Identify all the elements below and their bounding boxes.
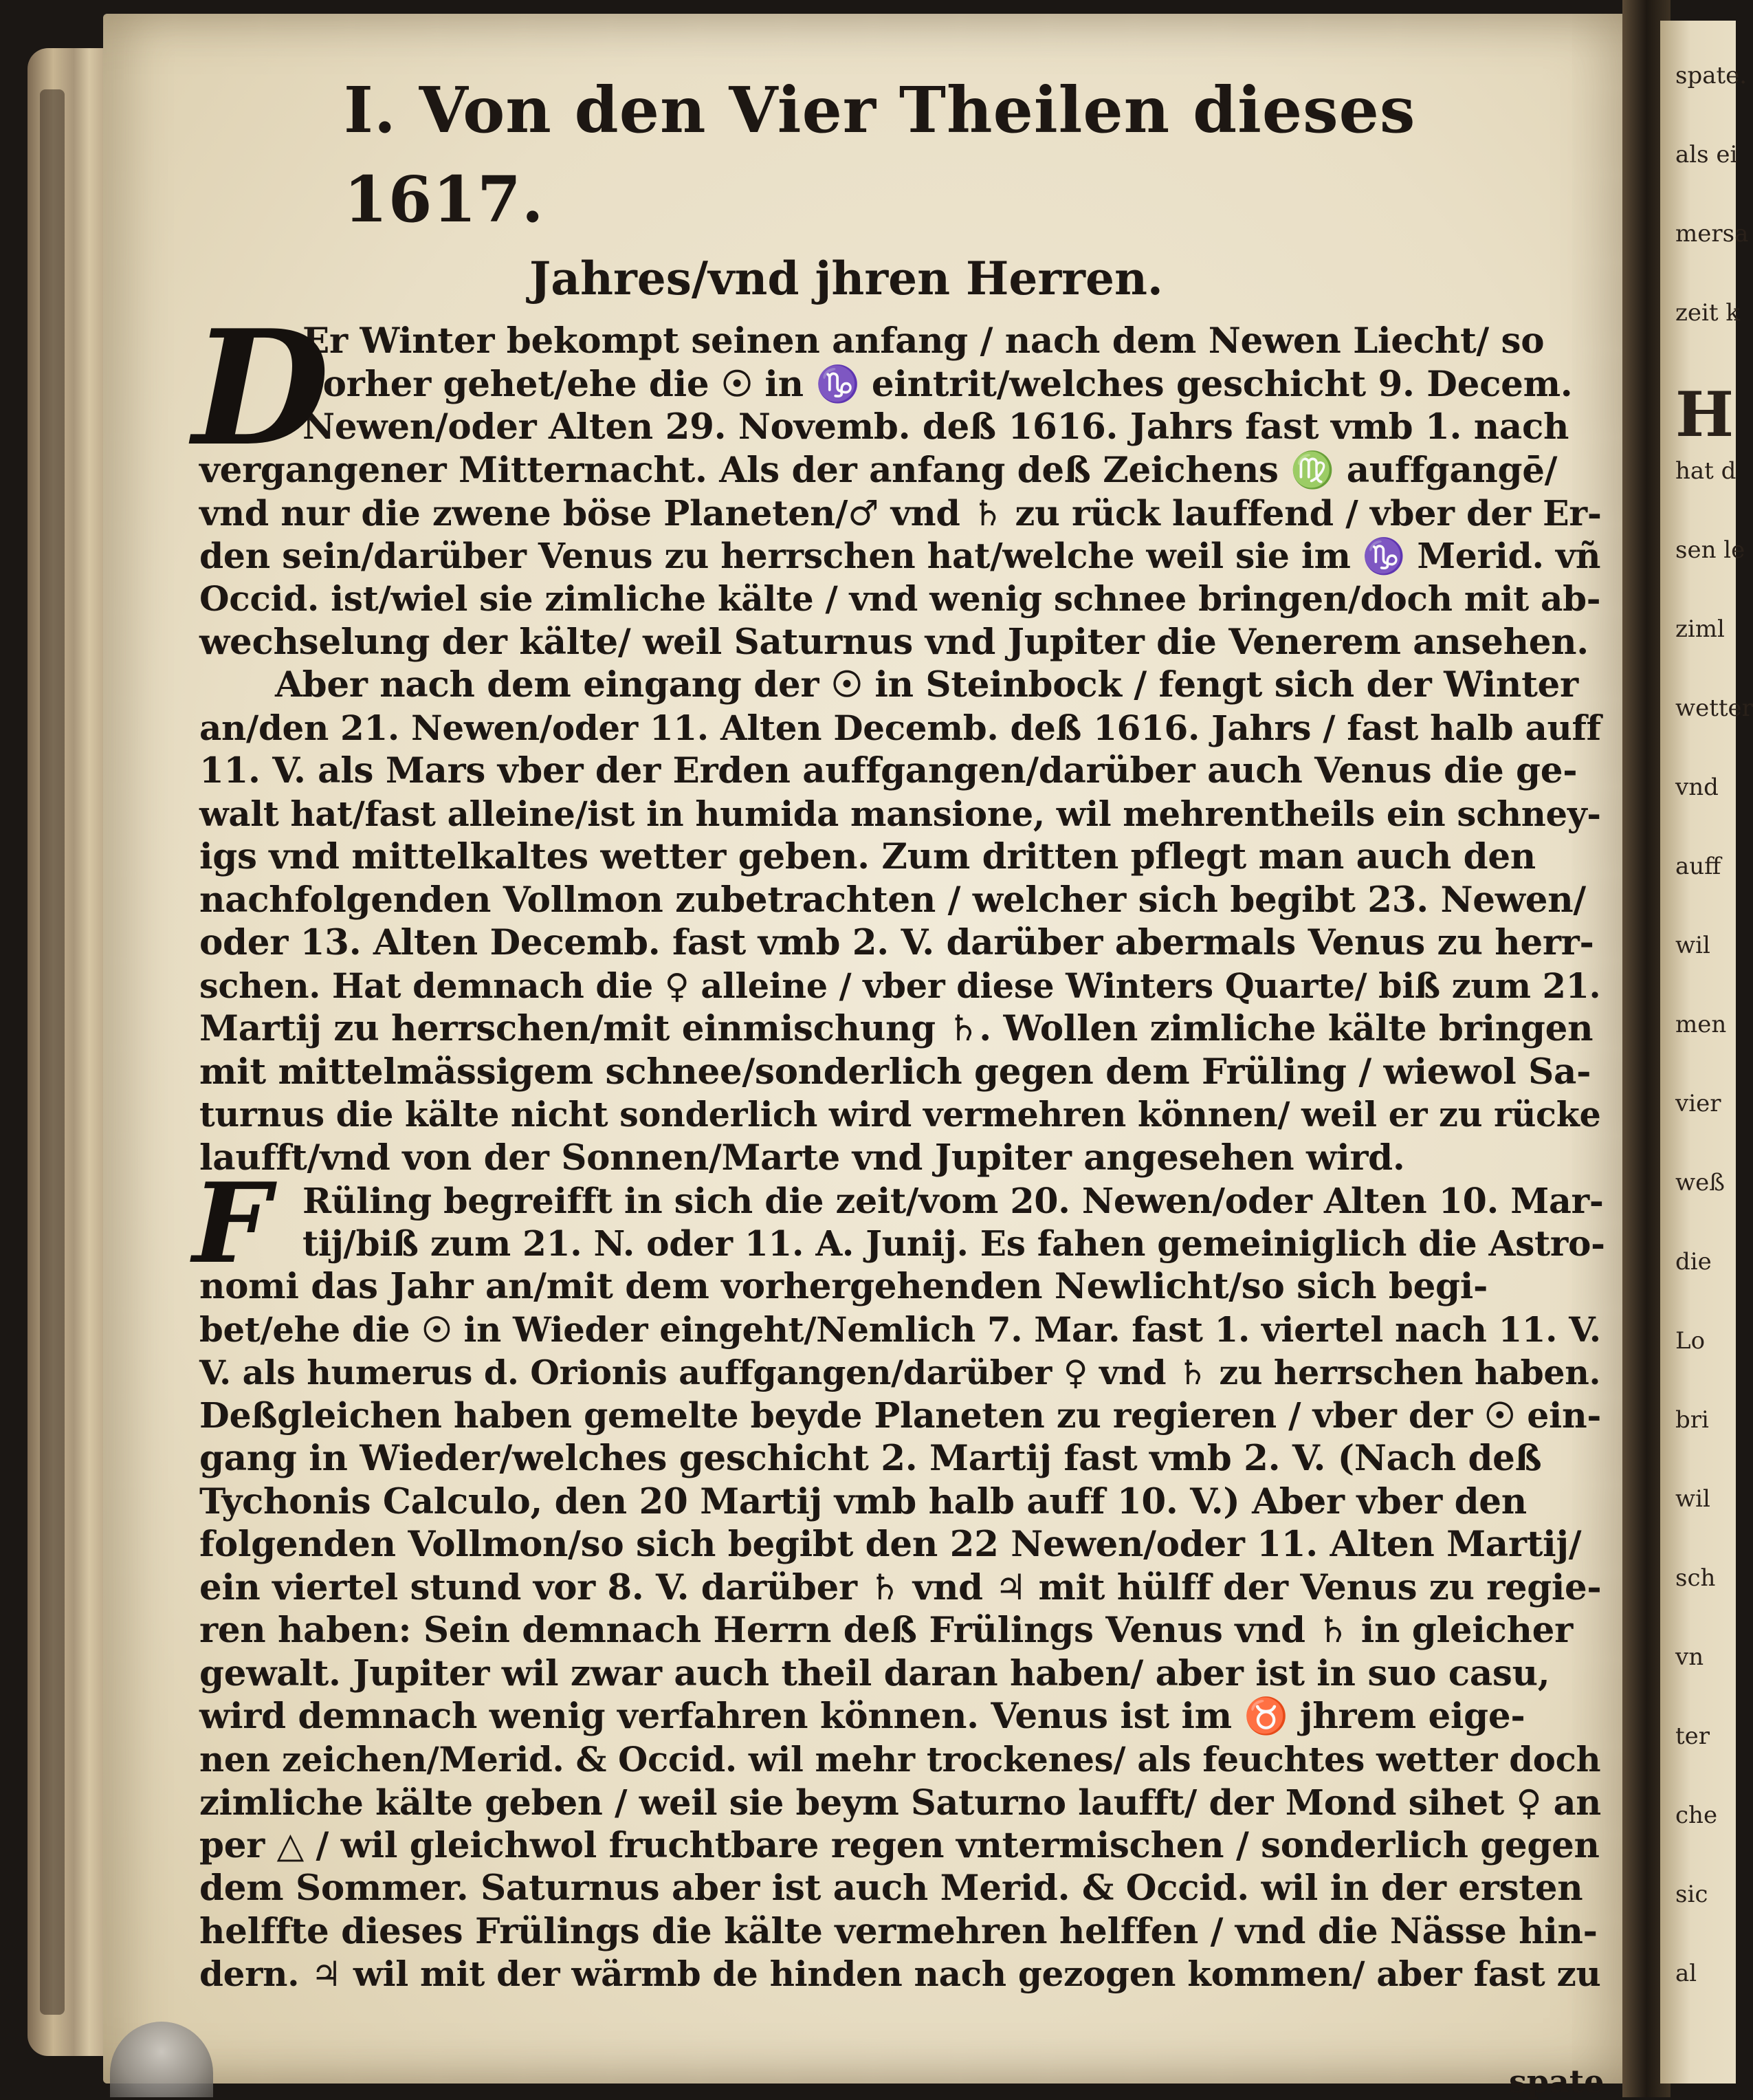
next-page-text: ziml <box>1675 615 1725 643</box>
next-page-text: weß <box>1675 1169 1725 1196</box>
text-line: Occid. ist/wiel sie zimliche kälte / vnd wenig schnee bringen/doch mit ab- <box>199 578 1601 619</box>
next-page-text: mersa <box>1675 220 1749 248</box>
next-page-text: al <box>1675 1960 1697 1987</box>
text-line: Newen/oder Alten 29. Novemb. deß 1616. Jahrs fast vmb 1. nach <box>302 406 1569 448</box>
next-page-text: spate. <box>1675 62 1748 89</box>
text-line: dem Sommer. Saturnus aber ist auch Merid. & Occid. wil in der ersten <box>199 1868 1583 1909</box>
drop-capital: D <box>192 296 330 481</box>
text-line: ren haben: Sein demnach Herrn deß Frülings Venus vnd ♄ in gleicher <box>199 1610 1573 1651</box>
text-line: gang in Wieder/welches geschicht 2. Martij fast vmb 2. V. (Nach deß <box>199 1438 1542 1479</box>
next-page-text: wil <box>1675 932 1710 959</box>
text-line: Deßgleichen haben gemelte beyde Planeten zu regieren / vber der ☉ ein- <box>199 1394 1601 1436</box>
text-line: ein viertel stund vor 8. V. darüber ♄ vnd ♃ mit hülff der Venus zu regie- <box>199 1566 1602 1608</box>
next-page-text: als ei <box>1675 141 1738 168</box>
text-line: zimliche kälte geben / weil sie beym Saturno laufft/ der Mond sihet ♀ an <box>199 1782 1601 1823</box>
text-line: Rüling begreifft in sich die zeit/vom 20. Newen/oder Alten 10. Mar- <box>302 1180 1604 1221</box>
text-line: 11. V. als Mars vber der Erden auffgangen/darüber auch Venus die ge- <box>199 750 1578 791</box>
text-line: wird demnach wenig verfahren können. Venus ist im ♉ jhrem eige- <box>199 1696 1525 1737</box>
text-line: bet/ehe die ☉ in Wieder eingeht/Nemlich 7. Mar. fast 1. viertel nach 11. V. <box>199 1309 1601 1350</box>
chapter-title: I. Von den Vier Theilen dieses 1617. <box>344 73 1416 237</box>
next-page-text: Lo <box>1675 1327 1706 1355</box>
text-line: Er Winter bekompt seinen anfang / nach dem Newen Liecht/ so <box>302 320 1545 362</box>
text-line: igs vnd mittelkaltes wetter geben. Zum dritten pflegt man auch den <box>199 836 1536 877</box>
next-page-text: vnd <box>1675 774 1719 801</box>
text-line: wechselung der kälte/ weil Saturnus vnd Jupiter die Venerem ansehen. <box>199 621 1589 663</box>
text-line: turnus die kälte nicht sonderlich wird vermehren können/ weil er zu rücke <box>199 1095 1601 1135</box>
next-page-fragment <box>1660 21 1753 2083</box>
next-page-text: hat d <box>1675 457 1737 485</box>
text-line: vergangener Mitternacht. Als der anfang deß Zeichens ♍ auffgangē/ <box>199 449 1558 491</box>
page-content <box>192 65 1616 1996</box>
next-page-text: sen le <box>1675 536 1745 564</box>
text-line: walt hat/fast alleine/ist in humida mansione, wil mehrentheils ein schney- <box>199 793 1601 834</box>
next-page-text: men <box>1675 1011 1727 1038</box>
text-line: schen. Hat demnach die ♀ alleine / vber diese Winters Quarte/ biß zum 21. <box>199 965 1601 1006</box>
text-line: V. als humerus d. Orionis auffgangen/darüber ♀ vnd ♄ zu herrschen haben. <box>199 1353 1601 1392</box>
text-line: mit mittelmässigem schnee/sonderlich gegen dem Früling / wiewol Sa- <box>199 1051 1591 1093</box>
next-page-text: vier <box>1675 1090 1721 1117</box>
next-page-text: sch <box>1675 1564 1716 1592</box>
text-line: folgenden Vollmon/so sich begibt den 22 Newen/oder 11. Alten Martij/ <box>199 1524 1582 1565</box>
paragraph <box>192 1159 1616 1996</box>
text-line: vnd nur die zwene böse Planeten/♂ vnd ♄ zu rück lauffend / vber der Er- <box>199 492 1602 534</box>
next-page-text: bri <box>1675 1406 1709 1434</box>
next-page-text: wil <box>1675 1485 1710 1513</box>
text-line: laufft/vnd von der Sonnen/Marte vnd Jupiter angesehen wird. <box>199 1137 1405 1179</box>
next-page-text: die <box>1675 1248 1712 1276</box>
text-line: helffte dieses Frülings die kälte vermehren helffen / vnd die Nässe hin- <box>199 1910 1598 1952</box>
text-line: Martij zu herrschen/mit einmischung ♄. Wollen zimliche kälte bringen <box>199 1008 1594 1049</box>
drop-capital: F <box>192 1159 271 1288</box>
paragraph <box>192 296 1616 664</box>
next-page-text: vn <box>1675 1643 1704 1671</box>
text-line: an/den 21. Newen/oder 11. Alten Decemb. deß 1616. Jahrs / fast halb auff <box>199 707 1601 748</box>
next-page-text: H <box>1675 378 1734 451</box>
next-page-text: wetter <box>1675 694 1753 722</box>
text-line: dern. ♃ wil mit der wärmb de hinden nach gezogen kommen/ aber fast zu <box>199 1954 1601 1994</box>
text-body <box>192 296 1616 1996</box>
text-line: oder 13. Alten Decemb. fast vmb 2. V. darüber abermals Venus zu herr- <box>199 922 1594 963</box>
next-page-text: zeit k <box>1675 299 1740 327</box>
catchword: spate <box>1509 2063 1605 2100</box>
binding-shadow <box>40 89 65 2015</box>
next-page-text: ter <box>1675 1722 1710 1750</box>
text-line: nachfolgenden Vollmon zubetrachten / welcher sich begibt 23. Newen/ <box>199 879 1586 921</box>
next-page-text: che <box>1675 1802 1718 1829</box>
text-line: nen zeichen/Merid. & Occid. wil mehr trockenes/ als feuchtes wetter doch <box>199 1738 1601 1780</box>
next-page-text: auff <box>1675 853 1721 880</box>
paragraph <box>199 664 1616 1179</box>
chapter-subtitle: Jahres/vnd jhren Herren. <box>529 252 1163 305</box>
text-line: per △ / wil gleichwol fruchtbare regen vntermischen / sonderlich gegen <box>199 1824 1600 1866</box>
text-line: den sein/darüber Venus zu herrschen hat/welche weil sie im ♑ Merid. vñ <box>199 535 1601 576</box>
text-line: tij/biß zum 21. N. oder 11. A. Junij. Es fahen gemeiniglich die Astro- <box>302 1223 1605 1264</box>
text-line: gewalt. Jupiter wil zwar auch theil daran haben/ aber ist in suo casu, <box>199 1652 1550 1694</box>
text-line: nomi das Jahr an/mit dem vorhergehenden Newlicht/so sich begi- <box>199 1266 1488 1307</box>
next-page-text: sic <box>1675 1881 1708 1908</box>
text-line: Aber nach dem eingang der ☉ in Steinbock / fengt sich der Winter <box>275 664 1578 706</box>
text-line: vorher gehet/ehe die ☉ in ♑ eintrit/welches geschicht 9. Decem. <box>302 363 1573 405</box>
text-line: Tychonis Calculo, den 20 Martij vmb halb auff 10. V.) Aber vber den <box>199 1480 1527 1522</box>
